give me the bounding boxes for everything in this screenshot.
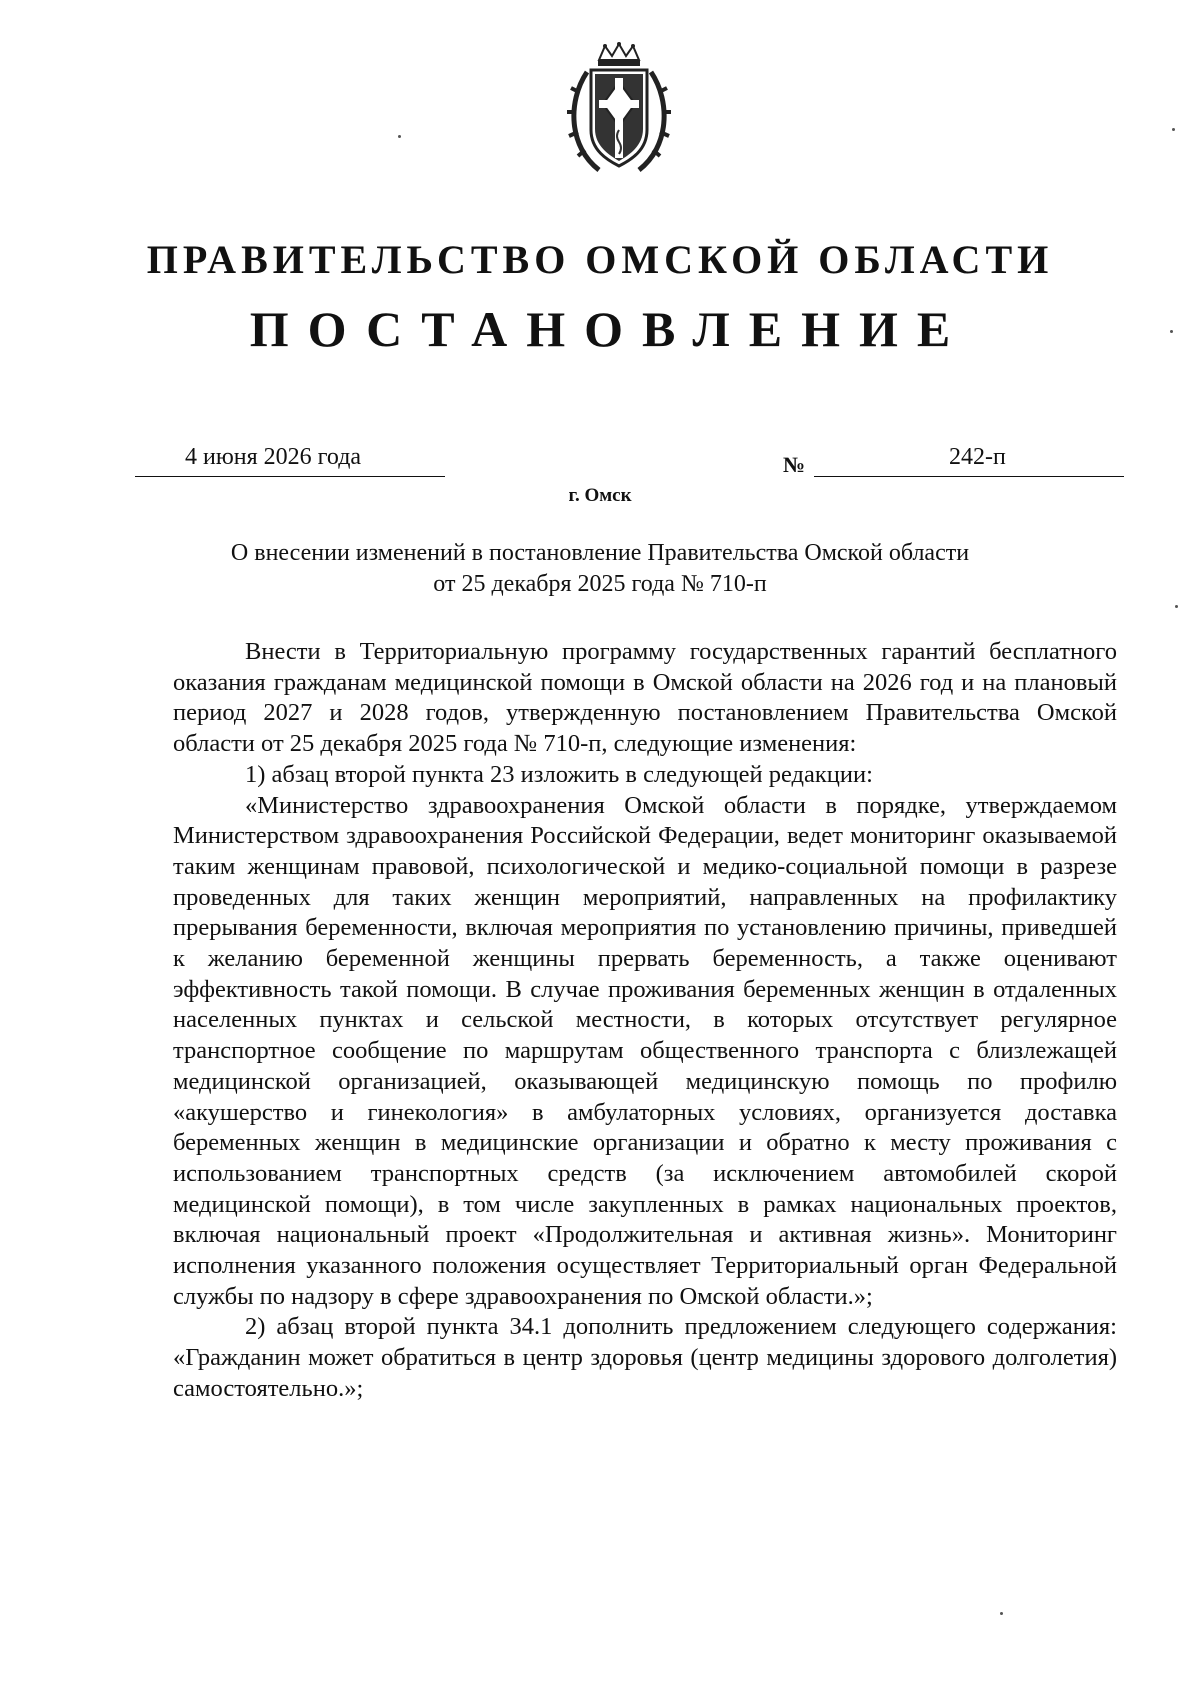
subject-line-2: от 25 декабря 2025 года № 710-п — [433, 571, 767, 597]
scan-speck — [1170, 330, 1173, 333]
scan-speck — [1175, 605, 1178, 608]
document-type-title: ПОСТАНОВЛЕНИЕ — [249, 301, 970, 357]
government-title: ПРАВИТЕЛЬСТВО ОМСКОЙ ОБЛАСТИ — [146, 237, 1054, 282]
quote-1-paragraph: «Министерство здравоохранения Омской области в порядке, утверждаемом Министерством здравоохранения Российской Федерации, ведет мониторинг оказываемой таким женщинам правовой, психологической и медико-социальной помощи в разрезе проведенных для таких женщин мероприятий, направленных на профилактику прерывания беременности, включая мероприятия по установлению причины, приведшей к желанию беременной женщины прервать беременность, а также оценивают эффективность такой помощи. В случае проживания беременных женщин в отдаленных населенных пунктах и сельской местности, в которых отсутствует регулярное транспортное сообщение по маршрутам общественного транспорта с близлежащей медицинской организацией, оказывающей медицинскую помощь по профилю «акушерство и гинекология» в амбулаторных условиях, организуется доставка беременных женщин в медицинские организации и обратно к месту проживания с использованием транспортных средств (за исключением автомобилей скорой медицинской помощи), в том числе закупленных в рамках национальных проектов, включая национальный проект «Продолжительная и активная жизнь». Мониторинг исполнения указанного положения осуществляет Территориальный орган Федеральной службы по надзору в сфере здравоохранения по Омской области.»; — [173, 791, 1117, 1310]
number-field — [814, 444, 1124, 477]
coat-of-arms-icon — [559, 42, 679, 182]
item-1-paragraph: 1) абзац второй пункта 23 изложить в следующей редакции: — [245, 760, 873, 788]
subject-line-1: О внесении изменений в постановление Правительства Омской области — [230, 540, 970, 566]
date-field — [135, 444, 445, 477]
document-date: 4 июня 2026 года — [185, 444, 362, 470]
document-body — [173, 637, 1117, 1405]
document-subject — [0, 538, 1200, 600]
scan-speck — [1172, 128, 1175, 131]
document-number: 242-п — [949, 444, 1006, 470]
item-2-paragraph: 2) абзац второй пункта 34.1 дополнить предложением следующего содержания: «Гражданин может обратиться в центр здоровья (центр медицины здорового долголетия) самостоятельно.»; — [173, 1313, 1117, 1402]
intro-paragraph: Внести в Территориальную программу государственных гарантий бесплатного оказания гражданам медицинской помощи в Омской области на 2026 год и на плановый период 2027 и 2028 годов, утвержденную постановлением Правительства Омской области от 25 декабря 2025 года № 710-п, следующие изменения: — [173, 638, 1117, 758]
city: г. Омск — [568, 485, 632, 506]
scan-speck — [398, 135, 401, 138]
scan-speck — [1000, 1612, 1003, 1615]
number-sign: № — [783, 452, 806, 477]
